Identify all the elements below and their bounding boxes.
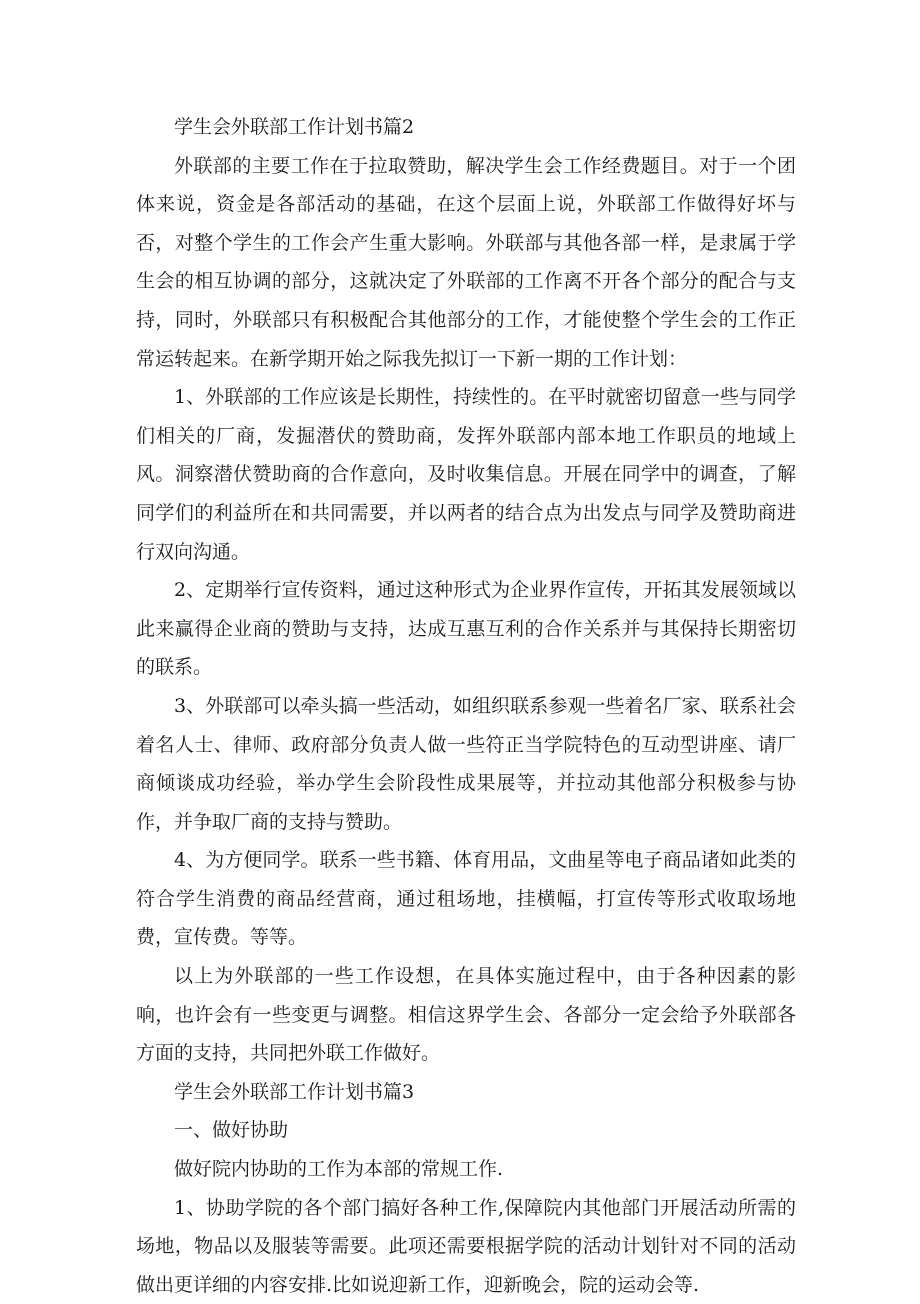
paragraph-item-2: 2、定期举行宣传资料，通过这种形式为企业界作宣传，开拓其发展领域以此来赢得企业商的赞助与支持，达成互惠互利的合作关系并与其保持长期密切的联系。 (136, 579, 796, 679)
paragraph-assist-item-1: 1、协助学院的各个部门搞好各种工作,保障院内其他部门开展活动所需的场地，物品以及服装等需要。此项还需要根据学院的活动计划针对不同的活动做出更详细的内容安排.比如说迎新工作，迎新晚会，院的运动会等. (136, 1196, 796, 1296)
paragraph-item-3: 3、外联部可以牵头搞一些活动，如组织联系参观一些着名厂家、联系社会着名人士、律师、政府部分负责人做一些符正当学院特色的互动型讲座、请厂商倾谈成功经验，举办学生会阶段性成果展等，并拉动其他部分积极参与协作，并争取厂商的支持与赞助。 (136, 694, 796, 833)
subheading-assist: 一、做好协助 (174, 1119, 289, 1142)
section-heading-2: 学生会外联部工作计划书篇2 (174, 116, 415, 138)
paragraph-intro: 外联部的主要工作在于拉取赞助，解决学生会工作经费题目。对于一个团体来说，资金是各部活动的基础，在这个层面上说，外联部工作做得好坏与否，对整个学生的工作会产生重大影响。外联部与其他各部一样，是隶属于学生会的相互协调的部分，这就决定了外联部的工作离不开各个部分的配合与支持，同时，外联部只有积极配合其他部分的工作，才能使整个学生会的工作正常运转起来。在新学期开始之际我先拟订一下新一期的工作计划： (136, 154, 796, 370)
paragraph-assist-intro: 做好院内协助的工作为本部的常规工作. (174, 1158, 504, 1181)
paragraph-item-1: 1、外联部的工作应该是长期性，持续性的。在平时就密切留意一些与同学们相关的厂商，发掘潜伏的赞助商，发挥外联部内部本地工作职员的地域上风。洞察潜伏赞助商的合作意向，及时收集信息。开展在同学中的调查，了解同学们的利益所在和共同需要，并以两者的结合点为出发点与同学及赞助商进行双向沟通。 (136, 386, 796, 563)
paragraph-conclusion: 以上为外联部的一些工作设想，在具体实施过程中，由于各种因素的影响，也许会有一些变更与调整。相信这界学生会、各部分一定会给予外联部各方面的支持，共同把外联工作做好。 (136, 965, 796, 1065)
paragraph-item-4: 4、为方便同学。联系一些书籍、体育用品，文曲星等电子商品诸如此类的符合学生消费的商品经营商，通过租场地，挂横幅，打宣传等形式收取场地费，宣传费。等等。 (136, 849, 796, 949)
section-heading-3: 学生会外联部工作计划书篇3 (174, 1080, 415, 1103)
document-body (136, 108, 796, 1304)
